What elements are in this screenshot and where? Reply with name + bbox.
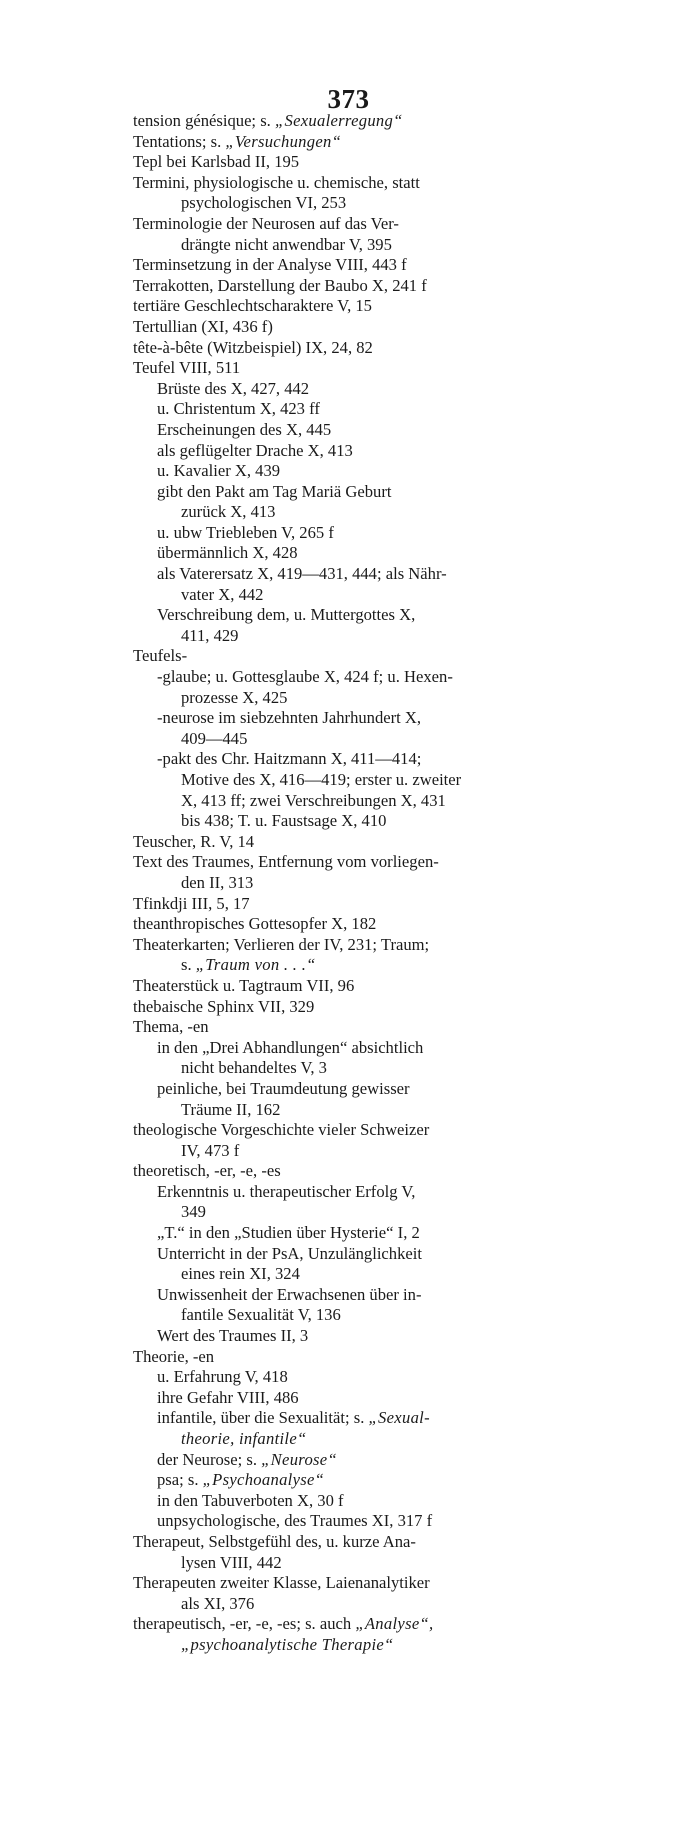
index-line: [133, 1244, 563, 1265]
index-line: [133, 1491, 563, 1512]
entry-text: Teufels-: [133, 646, 188, 666]
index-line: [133, 1058, 563, 1079]
index-line: [133, 420, 563, 441]
cross-reference: „Neurose“: [261, 1449, 337, 1469]
entry-text: Träume II, 162: [181, 1099, 281, 1119]
entry-text: Theorie, -en: [133, 1346, 215, 1366]
index-line: [133, 502, 563, 523]
entry-text: Terrakotten, Darstellung der Baubo X, 241 f: [133, 275, 427, 295]
index-line: [133, 1079, 563, 1100]
index-line: [133, 791, 563, 812]
index-line: [133, 317, 563, 338]
entry-text: Brüste des X, 427, 442: [157, 378, 310, 398]
index-line: [133, 461, 563, 482]
entry-text: eines rein XI, 324: [181, 1264, 300, 1284]
entry-text: -pakt des Chr. Haitzmann X, 411—414;: [157, 749, 422, 769]
index-line: [133, 811, 563, 832]
index-line: [133, 523, 563, 544]
index-line: [133, 1388, 563, 1409]
entry-text: peinliche, bei Traumdeutung gewisser: [157, 1078, 410, 1098]
index-line: [133, 997, 563, 1018]
entry-text: -glaube; u. Gottesglaube X, 424 f; u. Hexen-: [157, 667, 453, 687]
entry-text: vater X, 442: [181, 584, 264, 604]
index-line: [133, 770, 563, 791]
entry-text: Text des Traumes, Entfernung vom vorliegen-: [133, 852, 439, 872]
cross-reference: „Analyse“,: [355, 1614, 434, 1634]
entry-text: ihre Gefahr VIII, 486: [157, 1387, 299, 1407]
index-line: [133, 564, 563, 585]
index-line: [133, 543, 563, 564]
entry-text: „T.“ in den „Studien über Hysterie“ I, 2: [157, 1223, 420, 1243]
page-number: 373: [327, 84, 370, 114]
cross-reference: „Psychoanalyse“: [202, 1470, 325, 1490]
index-line: [133, 688, 563, 709]
entry-text: fantile Sexualität V, 136: [181, 1305, 341, 1325]
index-line: [133, 1429, 563, 1450]
index-line: [133, 1326, 563, 1347]
index-line: [133, 873, 563, 894]
entry-text: 349: [181, 1202, 206, 1222]
index-line: [133, 235, 563, 256]
index-line: [133, 399, 563, 420]
entry-text: zurück X, 413: [181, 502, 276, 522]
entry-text: theologische Vorgeschichte vieler Schweizer: [133, 1120, 430, 1140]
index-line: [133, 1614, 563, 1635]
entry-text: Unwissenheit der Erwachsenen über in-: [157, 1284, 422, 1304]
index-line: [133, 338, 563, 359]
index-line: [133, 1038, 563, 1059]
entry-text: Wert des Traumes II, 3: [157, 1326, 309, 1346]
index-line: [133, 111, 563, 132]
index-line: [133, 894, 563, 915]
index-line: [133, 708, 563, 729]
entry-text: übermännlich X, 428: [157, 543, 298, 563]
entry-text: theanthropisches Gottesopfer X, 182: [133, 914, 377, 934]
index-line: [133, 276, 563, 297]
entry-text: drängte nicht anwendbar V, 395: [181, 234, 392, 254]
entry-text: als Vaterersatz X, 419—431, 444; als Nähr-: [157, 564, 447, 584]
cross-reference: „psychoanalytische Therapie“: [181, 1634, 394, 1654]
entry-text: Terminsetzung in der Analyse VIII, 443 f: [133, 255, 407, 275]
entry-text: Thema, -en: [133, 1017, 209, 1037]
index-line: [133, 626, 563, 647]
entry-text: u. Erfahrung V, 418: [157, 1367, 288, 1387]
entry-text: u. ubw Triebleben V, 265 f: [157, 522, 334, 542]
index-line: [133, 585, 563, 606]
entry-text: Therapeuten zweiter Klasse, Laienanalytiker: [133, 1573, 430, 1593]
index-line: [133, 132, 563, 153]
index-line: [133, 1120, 563, 1141]
index-line: [133, 1161, 563, 1182]
index-line: [133, 605, 563, 626]
index-line: [133, 296, 563, 317]
entry-text: Termini, physiologische u. chemische, statt: [133, 172, 420, 192]
index-line: [133, 193, 563, 214]
index-line: [133, 1305, 563, 1326]
index-line: [133, 1553, 563, 1574]
index-line: [133, 1635, 563, 1656]
index-line: [133, 482, 563, 503]
cross-reference: „Traum von . . .“: [195, 955, 316, 975]
entry-text: prozesse X, 425: [181, 687, 288, 707]
entry-text: Teufel VIII, 511: [133, 358, 241, 378]
entry-text: 409—445: [181, 728, 248, 748]
index-line: [133, 852, 563, 873]
entry-text: Erkenntnis u. therapeutischer Erfolg V,: [157, 1181, 416, 1201]
entry-text: der Neurose; s.: [157, 1449, 262, 1469]
entry-text: Therapeut, Selbstgefühl des, u. kurze Ana-: [133, 1531, 416, 1551]
index-line: [133, 214, 563, 235]
index-line: [133, 1285, 563, 1306]
entry-text: u. Christentum X, 423 ff: [157, 399, 320, 419]
cross-reference: „Versuchungen“: [225, 131, 342, 151]
index-line: [133, 1017, 563, 1038]
entry-text: theoretisch, -er, -e, -es: [133, 1161, 281, 1181]
index-line: [133, 667, 563, 688]
index-entries: [133, 111, 563, 1656]
entry-text: Terminologie der Neurosen auf das Ver-: [133, 213, 399, 233]
entry-text: Theaterstück u. Tagtraum VII, 96: [133, 975, 355, 995]
entry-text: -neurose im siebzehnten Jahrhundert X,: [157, 708, 422, 728]
entry-text: therapeutisch, -er, -e, -es; s. auch: [133, 1614, 356, 1634]
entry-text: Teuscher, R. V, 14: [133, 831, 255, 851]
entry-text: gibt den Pakt am Tag Mariä Geburt: [157, 481, 392, 501]
index-line: [133, 832, 563, 853]
index-line: [133, 749, 563, 770]
entry-text: bis 438; T. u. Faustsage X, 410: [181, 811, 387, 831]
index-line: [133, 1141, 563, 1162]
entry-text: Tepl bei Karlsbad II, 195: [133, 152, 300, 172]
entry-text: psychologischen VI, 253: [181, 193, 347, 213]
entry-text: lysen VIII, 442: [181, 1552, 282, 1572]
entry-text: Motive des X, 416—419; erster u. zweiter: [181, 770, 462, 789]
cross-reference: „Sexual-: [368, 1408, 430, 1428]
index-line: [133, 152, 563, 173]
entry-text: Tfinkdji III, 5, 17: [133, 893, 250, 913]
index-line: [133, 1264, 563, 1285]
index-line: [133, 1182, 563, 1203]
index-line: [133, 1408, 563, 1429]
index-line: [133, 441, 563, 462]
entry-text: infantile, über die Sexualität; s.: [157, 1408, 369, 1428]
entry-text: nicht behandeltes V, 3: [181, 1058, 327, 1078]
index-line: [133, 1100, 563, 1121]
index-line: [133, 1532, 563, 1553]
index-line: [133, 1511, 563, 1532]
entry-text: unpsychologische, des Traumes XI, 317 f: [157, 1511, 433, 1531]
entry-text: den II, 313: [181, 872, 254, 892]
index-line: [133, 955, 563, 976]
entry-text: Verschreibung dem, u. Muttergottes X,: [157, 605, 416, 625]
index-line: [133, 255, 563, 276]
entry-text: Erscheinungen des X, 445: [157, 419, 332, 439]
entry-text: Theaterkarten; Verlieren der IV, 231; Traum;: [133, 934, 430, 954]
index-line: [133, 1450, 563, 1471]
index-line: [133, 173, 563, 194]
index-line: [133, 358, 563, 379]
index-line: [133, 976, 563, 997]
entry-text: als geflügelter Drache X, 413: [157, 440, 353, 460]
index-line: [133, 1202, 563, 1223]
index-line: [133, 1470, 563, 1491]
index-line: [133, 729, 563, 750]
index-line: [133, 1347, 563, 1368]
entry-text: in den Tabuverboten X, 30 f: [157, 1490, 344, 1510]
entry-text: tension génésique; s.: [133, 111, 275, 130]
index-line: [133, 1367, 563, 1388]
entry-text: Unterricht in der PsA, Unzulänglichkeit: [157, 1243, 422, 1263]
index-line: [133, 1223, 563, 1244]
index-line: [133, 379, 563, 400]
entry-text: tertiäre Geschlechtscharaktere V, 15: [133, 296, 372, 316]
entry-text: Tentations; s.: [133, 131, 226, 151]
entry-text: Tertullian (XI, 436 f): [133, 316, 273, 336]
cross-reference: theorie, infantile“: [181, 1429, 307, 1448]
index-line: [133, 935, 563, 956]
entry-text: in den „Drei Abhandlungen“ absichtlich: [157, 1037, 424, 1057]
index-line: [133, 646, 563, 667]
index-line: [133, 1573, 563, 1594]
entry-text: IV, 473 f: [181, 1140, 240, 1160]
entry-text: thebaische Sphinx VII, 329: [133, 996, 315, 1016]
entry-text: u. Kavalier X, 439: [157, 461, 281, 481]
index-line: [133, 1594, 563, 1615]
entry-text: psa; s.: [157, 1470, 203, 1490]
entry-text: tête-à-bête (Witzbeispiel) IX, 24, 82: [133, 337, 373, 357]
entry-text: 411, 429: [181, 625, 239, 645]
entry-text: X, 413 ff; zwei Verschreibungen X, 431: [181, 790, 446, 810]
entry-text: als XI, 376: [181, 1593, 255, 1613]
index-line: [133, 914, 563, 935]
cross-reference: „Sexualerregung“: [274, 111, 403, 130]
entry-text: s.: [181, 955, 196, 975]
